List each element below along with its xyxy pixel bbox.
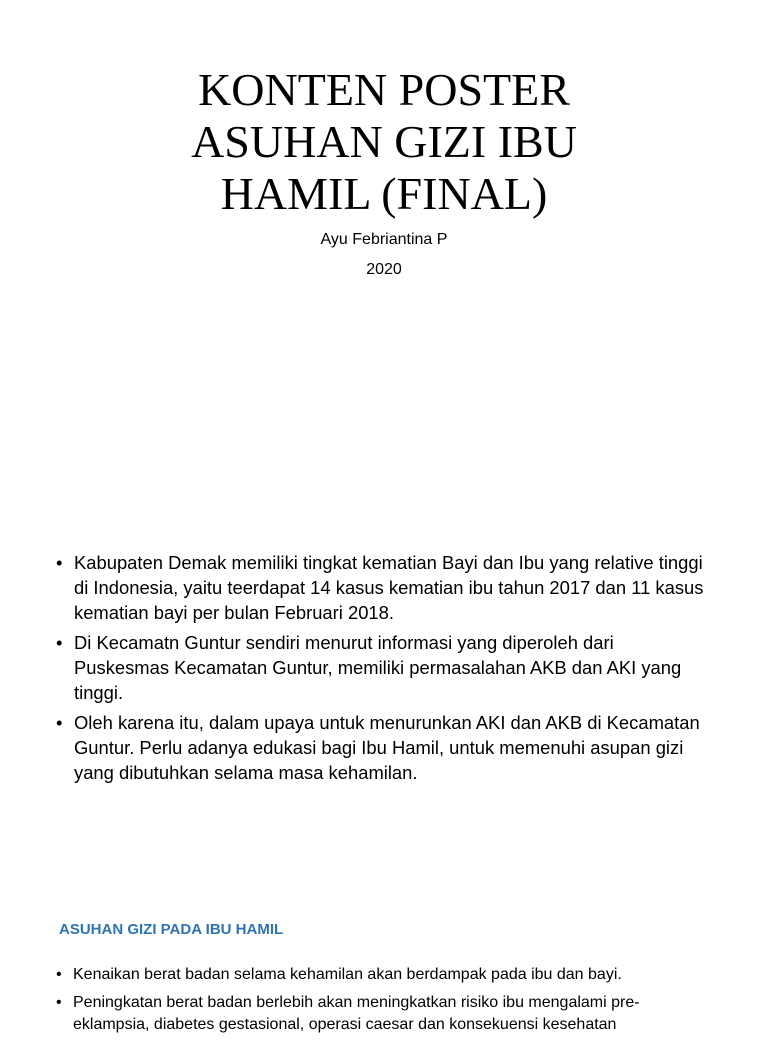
list-item bbox=[56, 630, 706, 705]
title-line: ASUHAN GIZI IBU bbox=[191, 116, 577, 167]
bullet-icon: • bbox=[56, 994, 62, 1011]
gizi-bullet-list bbox=[56, 964, 716, 1042]
publication-year: 2020 bbox=[366, 261, 402, 278]
author-name: Ayu Febriantina P bbox=[320, 231, 448, 248]
bullet-text: Kenaikan berat badan selama kehamilan akan berdampak pada ibu dan bayi. bbox=[73, 966, 622, 983]
bullet-icon: • bbox=[56, 966, 62, 983]
list-item bbox=[56, 550, 706, 625]
title-line: KONTEN POSTER bbox=[198, 64, 570, 115]
list-item bbox=[56, 710, 706, 785]
background-bullet-list bbox=[56, 550, 706, 790]
page-title bbox=[120, 64, 648, 220]
bullet-icon: • bbox=[56, 712, 63, 733]
bullet-text: Peningkatan berat badan berlebih akan meningkatkan risiko ibu mengalami pre-eklampsia, diabetes gestasional, operasi caesar dan konsekuensi kesehatan bbox=[73, 994, 640, 1033]
bullet-text: Oleh karena itu, dalam upaya untuk menurunkan AKI dan AKB di Kecamatan Guntur. Perlu adanya edukasi bagi Ibu Hamil, untuk memenuhi asupan gizi yang dibutuhkan selama masa kehamilan. bbox=[74, 712, 700, 783]
bullet-icon: • bbox=[56, 632, 63, 653]
bullet-icon: • bbox=[56, 552, 63, 573]
bullet-text: Kabupaten Demak memiliki tingkat kematian Bayi dan Ibu yang relative tinggi di Indonesia, yaitu teerdapat 14 kasus kematian ibu tahun 2017 dan 11 kasus kematian bayi per bulan Februari 2018. bbox=[74, 552, 704, 623]
list-item bbox=[56, 992, 716, 1036]
list-item bbox=[56, 964, 716, 986]
gizi-slide bbox=[0, 890, 768, 1033]
background-slide bbox=[0, 532, 768, 890]
section-heading: ASUHAN GIZI PADA IBU HAMIL bbox=[59, 921, 284, 938]
bullet-text: Di Kecamatn Guntur sendiri menurut informasi yang diperoleh dari Puskesmas Kecamatan Guntur, memiliki permasalahan AKB dan AKI yang tinggi. bbox=[74, 632, 682, 703]
title-line: HAMIL (FINAL) bbox=[220, 168, 548, 219]
